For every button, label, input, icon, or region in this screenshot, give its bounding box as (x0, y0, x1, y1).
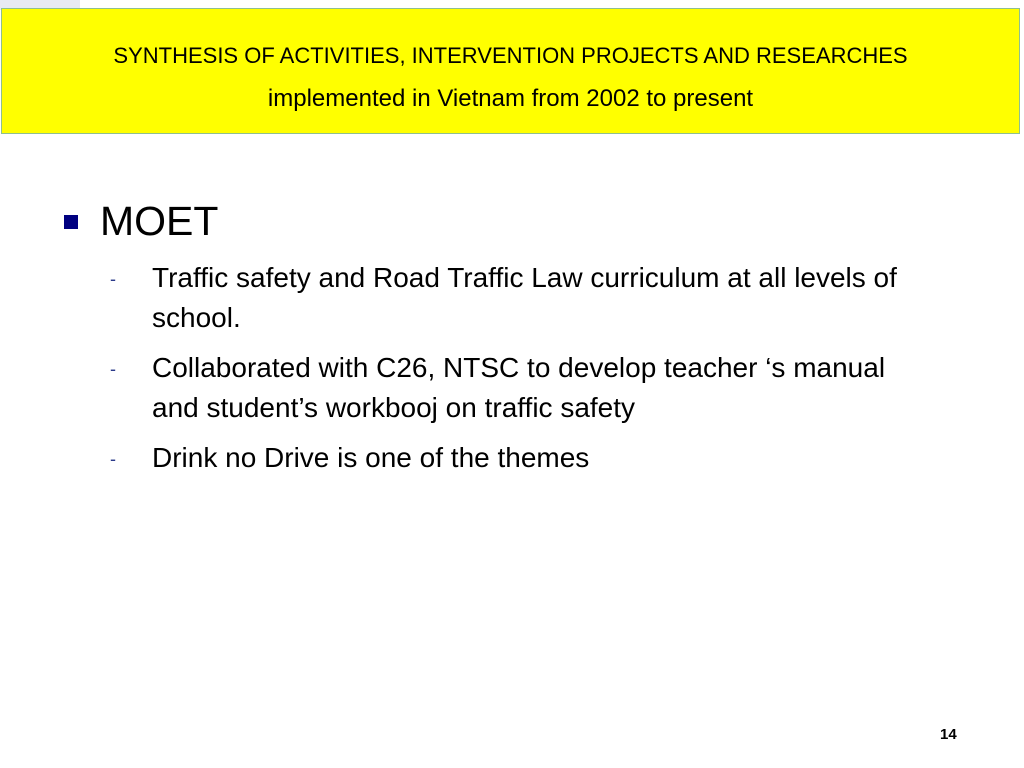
sub-bullet-list (110, 258, 930, 488)
dash-bullet-icon: - (110, 449, 116, 469)
bullet-moet (64, 196, 218, 246)
bullet-label: MOET (100, 198, 219, 244)
sub-bullet-text: Collaborated with C26, NTSC to develop teacher ‘s manual and student’s workbooj on traffic safety (152, 352, 886, 423)
square-bullet-icon (64, 215, 78, 229)
slide-subtitle: implemented in Vietnam from 2002 to present (267, 85, 754, 112)
page-number: 14 (940, 726, 957, 743)
sub-bullet-text: Traffic safety and Road Traffic Law curriculum at all levels of school. (152, 262, 897, 333)
sub-bullet-item (110, 258, 930, 338)
sub-bullet-text: Drink no Drive is one of the themes (152, 442, 590, 473)
slide-title: SYNTHESIS OF ACTIVITIES, INTERVENTION PROJECTS AND RESEARCHES (113, 43, 908, 68)
sub-bullet-item (110, 348, 930, 428)
dash-bullet-icon: - (110, 269, 116, 289)
sub-bullet-item (110, 438, 930, 478)
dash-bullet-icon: - (110, 359, 116, 379)
